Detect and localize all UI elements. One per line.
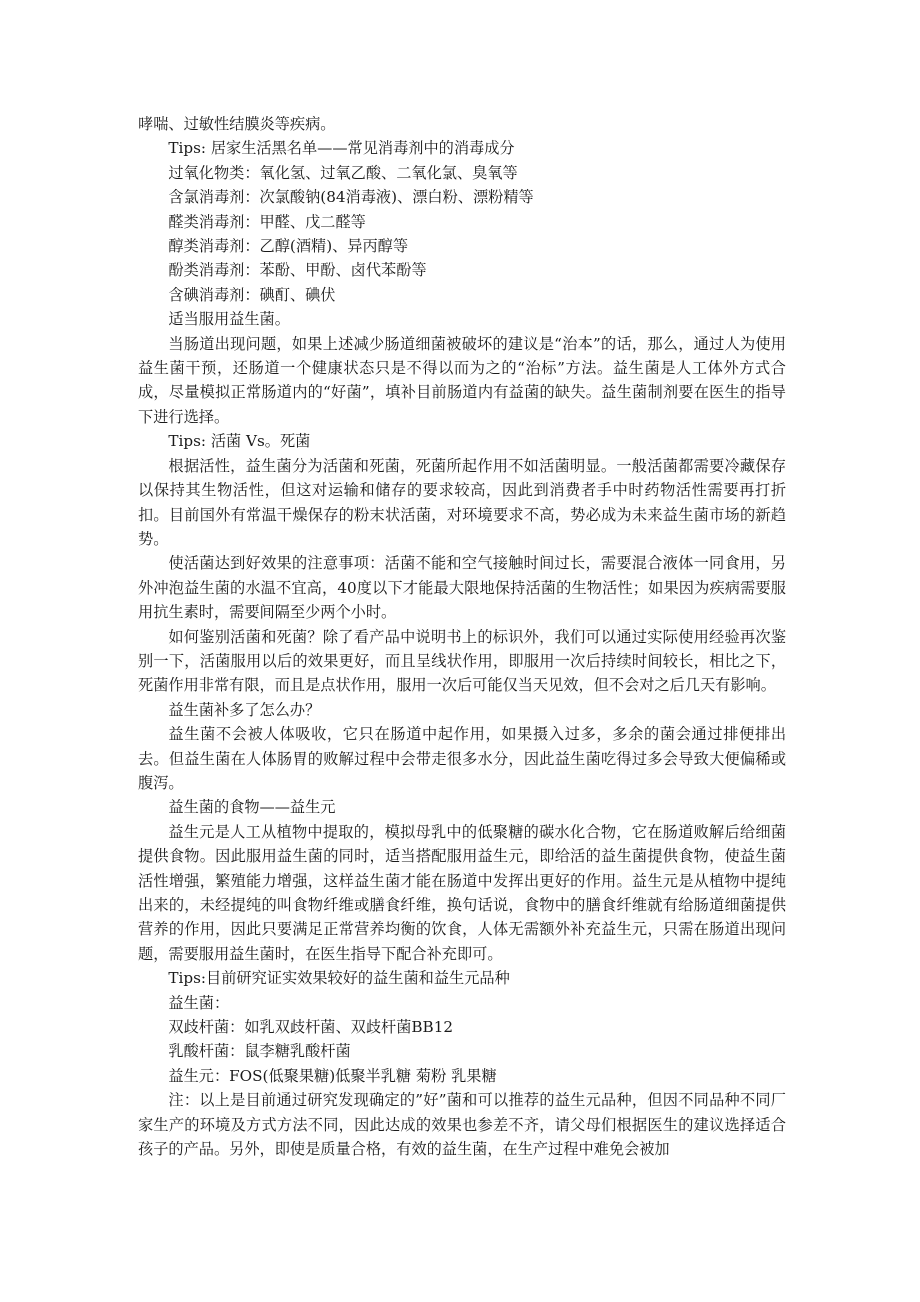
paragraph: 双歧杆菌：如乳双歧杆菌、双歧杆菌BB12 (168, 1018, 454, 1037)
paragraph: 益生元是人工从植物中提取的，模拟母乳中的低聚糖的碳水化合物，它在肠道败解后给细菌提供食物。因此服用益生菌的同时，适当搭配服用益生元，即给活的益生菌提供食物，使益生菌活性增强，繁殖能力增强，这样益生菌才能在肠道中发挥出更好的作用。益生元是从植物中提纯出来的，未经提纯的叫食物纤维或膳食纤维，换句话说，食物中的膳食纤维就有给肠道细菌提供营养的作用，因此只要满足正常营养均衡的饮食，人体无需额外补充益生元，只需在肠道出现问题，需要服用益生菌时，在医生指导下配合补充即可。 (138, 822, 786, 963)
paragraph: 适当服用益生菌。 (168, 310, 290, 329)
paragraph: 注：以上是目前通过研究发现确定的”好”菌和可以推荐的益生元品种，但因不同品种不同厂家生产的环境及方式方法不同，因此达成的效果也参差不齐，请父母们根据医生的建议选择适合孩子的产品。另外，即使是质量合格，有效的益生菌，在生产过程中难免会被加 (138, 1091, 786, 1159)
paragraph: 益生菌： (168, 993, 230, 1012)
paragraph: 含碘消毒剂：碘酊、碘伏 (168, 285, 336, 304)
paragraph: 益生菌补多了怎么办？ (168, 700, 321, 719)
paragraph: 含氯消毒剂：次氯酸钠(84消毒液)、漂白粉、漂粉精等 (168, 188, 534, 207)
paragraph: 益生菌不会被人体吸收，它只在肠道中起作用，如果摄入过多，多余的菌会通过排便排出去。但益生菌在人体肠胃的败解过程中会带走很多水分，因此益生菌吃得过多会导致大便偏稀或腹泻。 (138, 725, 786, 792)
paragraph: 过氧化物类：氧化氢、过氧乙酸、二氧化氯、臭氧等 (168, 163, 518, 182)
paragraph: 醇类消毒剂：乙醇(酒精)、异丙醇等 (168, 237, 409, 256)
paragraph: 使活菌达到好效果的注意事项：活菌不能和空气接触时间过长，需要混合液体一同食用，另外冲泡益生菌的水温不宜高，40度以下才能最大限地保持活菌的生物活性；如果因为疾病需要服用抗生素时，需要间隔至少两个小时。 (138, 554, 786, 622)
document-body (138, 112, 786, 1161)
paragraph: 益生菌的食物——益生元 (168, 798, 336, 817)
paragraph: Tips: 居家生活黑名单——常见消毒剂中的消毒成分 (168, 139, 515, 158)
paragraph: Tips:目前研究证实效果较好的益生菌和益生元品种 (168, 969, 510, 988)
paragraph: 醛类消毒剂：甲醛、戊二醛等 (168, 212, 366, 231)
paragraph: Tips: 活菌 Vs。死菌 (168, 432, 311, 451)
paragraph: 根据活性，益生菌分为活菌和死菌，死菌所起作用不如活菌明显。一般活菌都需要冷藏保存以保持其生物活性，但这对运输和储存的要求较高，因此到消费者手中时药物活性需要再打折扣。目前国外有常温干燥保存的粉末状活菌，对环境要求不高，势必成为未来益生菌市场的新趋势。 (138, 456, 786, 548)
paragraph: 当肠道出现问题，如果上述减少肠道细菌被破坏的建议是“治本”的话，那么，通过人为使用益生菌干预，还肠道一个健康状态只是不得以而为之的“治标”方法。益生菌是人工体外方式合成，尽量模拟正常肠道内的“好菌”，填补目前肠道内有益菌的缺失。益生菌制剂要在医生的指导下进行选择。 (138, 334, 786, 426)
paragraph: 如何鉴别活菌和死菌？除了看产品中说明书上的标识外，我们可以通过实际使用经验再次鉴别一下，活菌服用以后的效果更好，而且呈线状作用，即服用一次后持续时间较长，相比之下，死菌作用非常有限，而且是点状作用，服用一次后可能仅当天见效，但不会对之后几天有影响。 (138, 627, 786, 695)
paragraph: 酚类消毒剂：苯酚、甲酚、卤代苯酚等 (168, 261, 427, 280)
paragraph: 乳酸杆菌：鼠李糖乳酸杆菌 (168, 1042, 351, 1061)
paragraph: 哮喘、过敏性结膜炎等疾病。 (138, 115, 336, 133)
paragraph: 益生元：FOS(低聚果糖)低聚半乳糖 菊粉 乳果糖 (168, 1066, 497, 1085)
